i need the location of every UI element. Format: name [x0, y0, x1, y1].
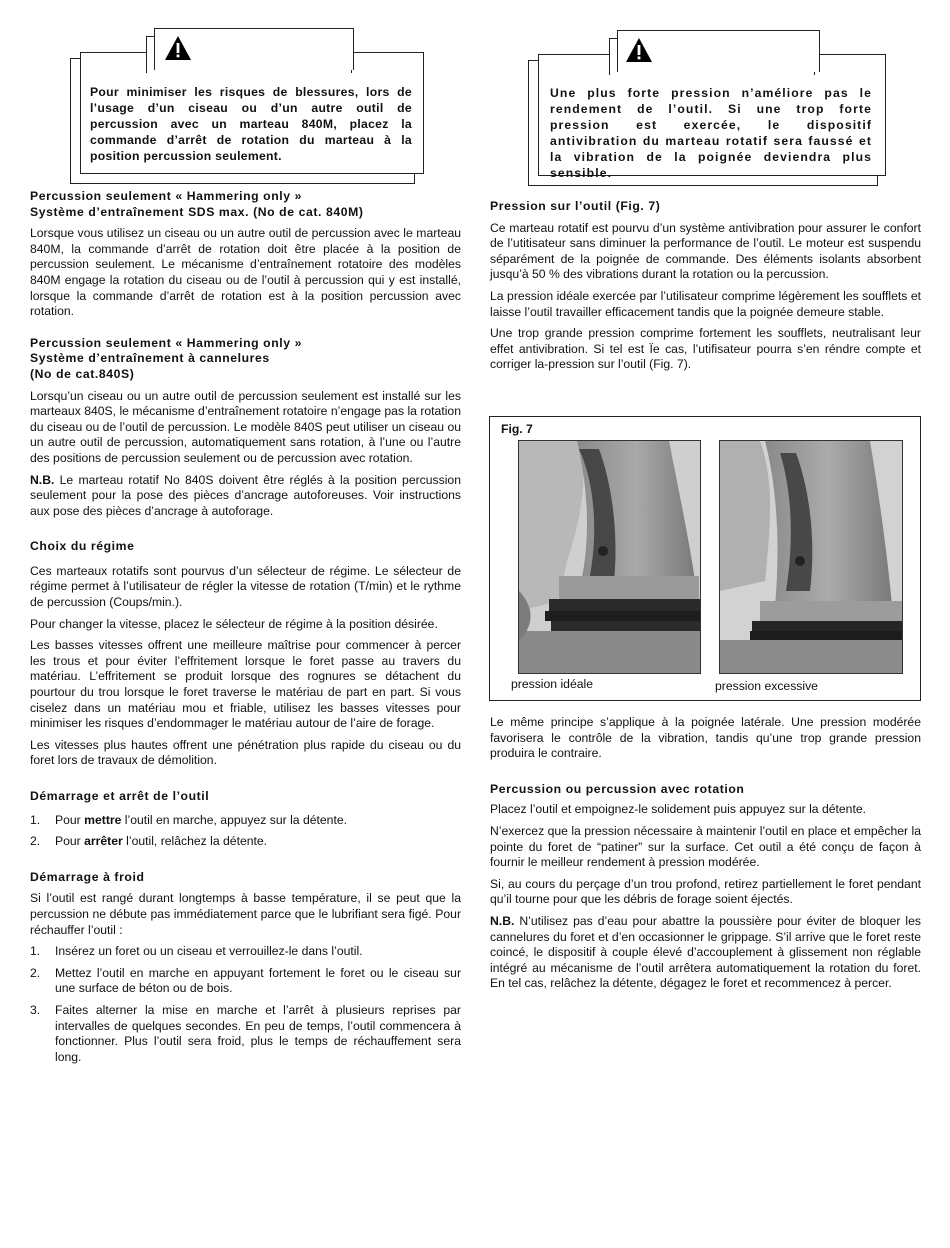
section-heading: Démarrage à froid — [30, 869, 145, 884]
section-heading: Percussion ou percussion avec rotation — [490, 781, 745, 796]
left-column — [30, 189, 461, 1071]
note-label: N.B. — [490, 913, 515, 928]
section-heading: Pression sur l’outil (Fig. 7) — [490, 199, 661, 213]
paragraph: Lorsqu’un ciseau ou un autre outil de percussion seulement est installé sur les marteaux 840S, le mécanisme d’entraînement rotatoire n’engage pas la rotation du ciseau ou de l’outil de percussion. Le modèle 840S peut utiliser un ciseau ou un autre outil de percussion, automatiquement sans rotation, à l’une ou l’autre des positions de percussion seulement ou de percussion avec rotation. — [30, 388, 461, 465]
figure-7 — [489, 416, 921, 701]
section-heading: Démarrage et arrêt de l’outil — [30, 789, 210, 803]
paragraph: Si, au cours du perçage d’un trou profond, retirez partiellement le foret pendant qu’il tourne pour que les débris de forage soient éjectés. — [490, 876, 921, 907]
section-heading: Percussion seulement « Hammering only » Système d’entraînement à cannelures (No de cat.840S) — [30, 335, 302, 381]
note-paragraph: N.B. Le marteau rotatif No 840S doivent être réglés à la position percussion seulement pour la pose des pièces d’ancrage autoforeuses. Voir instructions aux pose des pièces d’ancrage à autoforage. — [30, 472, 461, 518]
list-item: 1. Pour mettre l’outil en marche, appuyez sur la détente. — [30, 812, 348, 827]
paragraph: N’exercez que la pression nécessaire à maintenir l’outil en place et empêcher la pointe du foret de “patiner” sur la surface. Cet outil a été conçu de façon à fournir le meilleur rendement à pression modérée. — [490, 823, 921, 870]
list-item: 2. Mettez l’outil en marche en appuyant fortement le foret ou le ciseau sur une surface de béton ou de bois. — [30, 965, 461, 996]
paragraph: Ces marteaux rotatifs sont pourvus d’un sélecteur de régime. Le sélecteur de régime permet à l’utilisateur de régler la vitesse de rotation (T/min) et le rythme de percussion (Coups/min.). — [30, 563, 461, 610]
warning-icon — [164, 35, 192, 61]
photo-ideal-pressure — [518, 440, 701, 674]
paragraph: Lorsque vous utilisez un ciseau ou un autre outil de percussion avec le marteau 840M, la commande d’arrêt de rotation doit être placée à la position de percussion seulement. Le mécanisme d’entraînement rotatoire des modèles 840M engage la rotation du ciseau ou de l’outil à percussion qui y est installé, lorsque la commande d’arrêt de rotation est à la position percussion avec rotation. — [30, 226, 461, 319]
caption-ideal-pressure: pression idéale — [511, 677, 593, 691]
paragraph: Placez l’outil et empoignez-le solidement puis appuyez sur la détente. — [490, 802, 866, 817]
hammer-handle-image — [519, 441, 700, 673]
note-paragraph: N.B. N’utilisez pas d’eau pour abattre la poussière pour éviter de bloquer les cannelures du foret et d’en occasionner le grippage. S’il arrive que le foret reste coincé, le dispositif à couple élevé d’accouplement à glissement non réglable intégré au mécanisme de l’outil arrêtera automatiquement la rotation du foret. En tel cas, relâchez la détente, dégagez le foret et recommencez à percer. — [490, 913, 921, 991]
paragraph: Le même principe s’applique à la poignée latérale. Une pression modérée favorisera le contrôle de la vibration, tandis qu’une trop grande pression produira le contraire. — [490, 715, 921, 761]
hammer-handle-image — [720, 441, 902, 673]
right-column — [490, 199, 921, 379]
list-item: 2. Pour arrêter l’outil, relâchez la détente. — [30, 834, 268, 849]
paragraph: Pour changer la vitesse, placez le sélecteur de régime à la position désirée. — [30, 616, 438, 631]
warning-text-right: Une plus forte pression n’améliore pas le rendement de l’outil. Si une trop forte pression est exercée, le dispositif antivibration du marteau rotatif sera faussé et la vibration de la poignée deviendra plus sensible. — [550, 86, 872, 180]
photo-excessive-pressure — [719, 440, 903, 674]
figure-label: Fig. 7 — [501, 422, 533, 436]
caption-excessive-pressure: pression excessive — [715, 679, 818, 693]
warning-box-right — [528, 30, 888, 188]
numbered-list — [30, 944, 461, 1065]
list-item: 1. Insérez un foret ou un ciseau et verrouillez-le dans l’outil. — [30, 944, 363, 959]
right-column-continued — [490, 715, 921, 998]
paragraph: Si l’outil est rangé durant longtemps à basse température, il se peut que la percussion ne débute pas immédiatement parce que le lubrifiant sera figé. Pour réchauffer l’outil : — [30, 891, 461, 937]
section-heading: Choix du régime — [30, 539, 135, 554]
warning-box-left — [70, 28, 430, 186]
numbered-list — [30, 813, 461, 850]
paragraph: Les vitesses plus hautes offrent une pénétration plus rapide du ciseau ou du foret lors de travaux de démolition. — [30, 737, 461, 768]
paragraph: Les basses vitesses offrent une meilleure maîtrise pour commencer à percer les trous et pour éviter l’effritement lorsque le foret passe au travers du matériau. L’effritement se produit lorsque des rognures se détachent du pourtour du trou lorsque le foret traverse le matériau de part en part. Si vous ciselez dans un matériau mou et friable, utilisez les basses vitesses pour minimiser les risques d’endommager le matériau autour de l’aire de forage. — [30, 638, 461, 731]
paragraph: Une trop grande pression comprime fortement les soufflets, neutralisant leur effet antivibration. Si tel est Ïe cas, l’utifisateur pourra s’en réndre compte et corriger la-pression sur l’outil (Fig. 7). — [490, 326, 921, 372]
paragraph: La pression idéale exercée par l’utilisateur comprime légèrement les soufflets et laisse l’outil travailler efficacement tandis que la poignée demeure stable. — [490, 288, 921, 319]
warning-text-left: Pour minimiser les risques de blessures, lors de l’usage d’un ciseau ou d’un autre outil de percussion avec un marteau 840M, placez la commande d’arrêt de rotation du marteau à la position percussion seulement. — [90, 85, 412, 163]
list-item: 3. Faites alterner la mise en marche et l’arrêt à plusieurs reprises par intervalles de quelques secondes. En peu de temps, l’outil commencera à fonctionner. Plus l’outil sera froid, plus le temps de réchauffement sera long. — [30, 1002, 461, 1064]
section-heading: Percussion seulement « Hammering only » Système d’entraînement SDS max. (No de cat. 840M) — [30, 189, 364, 219]
paragraph: Ce marteau rotatif est pourvu d’un système antivibration pour assurer le confort de l’utitisateur sans diminuer la performance de l’outil. Le moteur est suspendu séparément de la poignée de commande. Des éléments isolants absorbent jusqu’à 50 % des vibrations durant la rotation ou la percussion. — [490, 220, 921, 282]
warning-icon — [625, 37, 653, 63]
note-label: N.B. — [30, 472, 55, 487]
